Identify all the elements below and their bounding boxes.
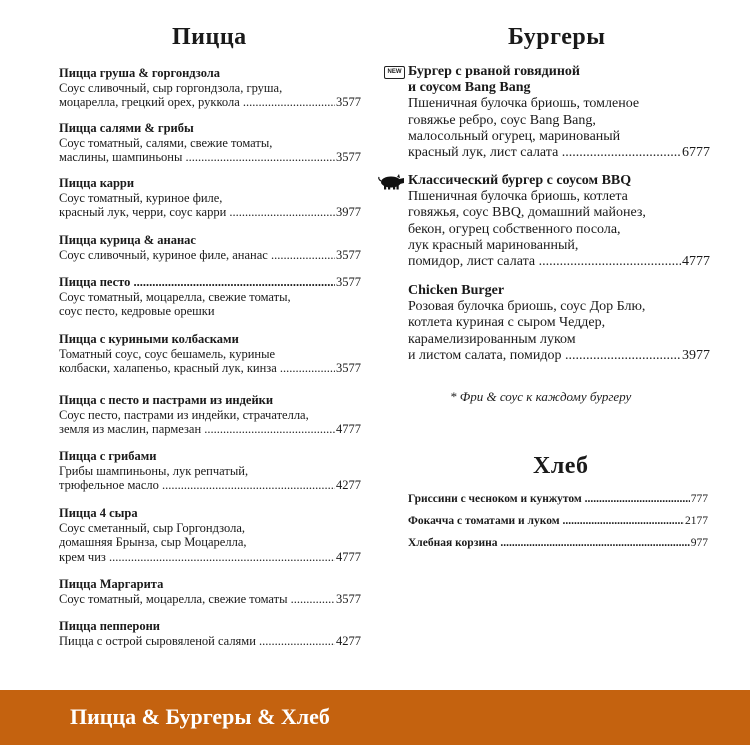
pizza-name: Пицца груша & горгондзола bbox=[59, 66, 221, 80]
burger-item bbox=[408, 64, 710, 161]
pizza-name: Пицца песто ..... bbox=[59, 275, 361, 290]
pizza-name: Пицца Маргарита bbox=[59, 577, 164, 591]
burger-description: Пшеничная булочка бриошь, котлета bbox=[408, 189, 628, 205]
pizza-last-line: Соус сливочный, куриное филе, ананас ..... bbox=[59, 248, 361, 263]
pizza-item bbox=[59, 506, 361, 564]
pizza-last-line: моцарелла, грецкий орех, руккола ..... bbox=[59, 95, 361, 110]
pizza-name: Пицца с грибами bbox=[59, 449, 157, 463]
burger-description: карамелизированным луком bbox=[408, 331, 576, 347]
pizza-item bbox=[59, 233, 361, 262]
new-badge-icon: NEW bbox=[384, 66, 405, 79]
burger-price-line bbox=[408, 254, 710, 270]
burger-name: Классический бургер с соусом BBQ bbox=[408, 173, 632, 188]
burger-item bbox=[408, 173, 710, 270]
pizza-description: соус песто, кедровые орешки bbox=[59, 304, 215, 318]
burger-name: Chicken Burger bbox=[408, 283, 505, 298]
pizza-name: Пицца с куриными колбасками bbox=[59, 332, 239, 346]
pizza-last-line: красный лук, черри, соус карри ..... bbox=[59, 205, 361, 220]
pizza-price: 4777 bbox=[336, 549, 361, 564]
bread-item bbox=[408, 493, 708, 506]
pizza-price-line bbox=[59, 248, 361, 263]
pizza-last-line: колбаски, халапеньо, красный лук, кинза ..... bbox=[59, 361, 361, 376]
pizza-last-line: Соус томатный, моцарелла, свежие томаты ..... bbox=[59, 592, 361, 607]
pizza-price-line bbox=[59, 592, 361, 607]
burger-description: говяжье ребро, соус Bang Bang, bbox=[408, 112, 596, 128]
burger-name: и соусом Bang Bang bbox=[408, 80, 531, 96]
pizza-price-line bbox=[59, 150, 361, 165]
bread-price: 2177 bbox=[685, 515, 708, 527]
pizza-price: 3577 bbox=[336, 247, 361, 262]
pizza-name: Пицца пепперони bbox=[59, 619, 161, 633]
pizza-name: Пицца курица & ананас bbox=[59, 233, 196, 247]
pizza-price-line bbox=[59, 550, 361, 565]
burger-price: 4777 bbox=[682, 254, 710, 270]
pizza-description: Томатный соус, соус бешамель, куриные bbox=[59, 346, 276, 361]
pizza-last-line: земля из маслин, пармезан ..... bbox=[59, 422, 361, 437]
burger-name: Бургер с рваной говядиной bbox=[408, 64, 580, 79]
pizza-item bbox=[59, 449, 361, 493]
pizza-name: Пицца с песто и пастрами из индейки bbox=[59, 393, 274, 407]
pig-icon bbox=[377, 174, 405, 190]
pizza-item bbox=[59, 275, 361, 319]
pizza-description: Грибы шампиньоны, лук репчатый, bbox=[59, 463, 249, 478]
pizza-price: 3577 bbox=[336, 95, 361, 109]
bread-section-title: Хлеб bbox=[533, 453, 589, 479]
pizza-price-line bbox=[59, 478, 361, 493]
pizza-description: Соус томатный, салями, свежие томаты, bbox=[59, 135, 273, 150]
pizza-name: Пицца карри bbox=[59, 176, 135, 190]
pizza-item bbox=[59, 577, 361, 606]
pizza-description: Соус сливочный, сыр горгондзола, груша, bbox=[59, 80, 283, 95]
burger-note: * Фри & соус к каждому бургеру bbox=[450, 389, 632, 404]
pizza-price: 4777 bbox=[336, 422, 361, 436]
burger-last-line: помидор, лист салата ..... bbox=[408, 254, 710, 270]
pizza-item bbox=[59, 393, 361, 437]
pizza-item bbox=[59, 66, 361, 110]
burger-description: говяжья, соус BBQ, домашний майонез, bbox=[408, 205, 646, 221]
bread-item bbox=[408, 537, 708, 550]
burger-description: бекон, огурец собственного посола, bbox=[408, 221, 621, 237]
pizza-price-line bbox=[59, 205, 361, 220]
pizza-last-line: крем чиз ..... bbox=[59, 550, 361, 565]
pizza-price-line bbox=[59, 95, 361, 110]
pizza-price: 3977 bbox=[336, 205, 361, 219]
pizza-description: Соус томатный, моцарелла, свежие томаты, bbox=[59, 289, 291, 304]
bread-name: Хлебная корзина ..... bbox=[408, 537, 708, 550]
burger-price: 3977 bbox=[682, 347, 710, 363]
pizza-price-line bbox=[59, 422, 361, 437]
burger-last-line: красный лук, лист салата ..... bbox=[408, 145, 710, 161]
burger-description: малосольный огурец, маринованый bbox=[408, 128, 621, 144]
pizza-last-line: трюфельное масло ..... bbox=[59, 478, 361, 493]
pizza-price: 3577 bbox=[336, 275, 361, 289]
pizza-description: домашняя Брынза, сыр Моцарелла, bbox=[59, 535, 247, 549]
burger-price: 6777 bbox=[682, 145, 710, 161]
pizza-last-line: маслины, шампиньоны ..... bbox=[59, 150, 361, 165]
pizza-item bbox=[59, 176, 361, 220]
pizza-last-line: Пицца с острой сыровяленой салями ..... bbox=[59, 634, 361, 649]
pizza-price: 3577 bbox=[336, 150, 361, 164]
burger-description: лук красный маринованный, bbox=[408, 237, 579, 253]
burgers-section-title: Бургеры bbox=[508, 24, 606, 50]
bread-price: 777 bbox=[690, 493, 708, 505]
pizza-section-title: Пицца bbox=[172, 24, 247, 50]
pizza-price: 3577 bbox=[336, 591, 361, 606]
footer-bar bbox=[0, 690, 750, 745]
pizza-price-line bbox=[59, 361, 361, 376]
pizza-price-line bbox=[59, 634, 361, 649]
footer-title: Пицца & Бургеры & Хлеб bbox=[70, 704, 330, 729]
burger-price-line bbox=[408, 348, 710, 364]
pizza-item bbox=[59, 121, 361, 165]
burger-description: Розовая булочка бриошь, соус Дор Блю, bbox=[408, 299, 646, 315]
pizza-description: Соус песто, пастрами из индейки, страчателла, bbox=[59, 407, 309, 422]
burger-description: Пшеничная булочка бриошь, томленое bbox=[408, 96, 640, 112]
pizza-description: Соус сметанный, сыр Горгондзола, bbox=[59, 520, 245, 535]
bread-price: 977 bbox=[690, 537, 708, 549]
pizza-price: 4277 bbox=[336, 633, 361, 648]
pizza-name: Пицца 4 сыра bbox=[59, 506, 138, 520]
burger-description: котлета куриная с сыром Чеддер, bbox=[408, 315, 606, 331]
pizza-price: 3577 bbox=[336, 361, 361, 375]
bread-name: Фокачча с томатами и луком ..... bbox=[408, 515, 708, 528]
pizza-description: Соус томатный, куриное филе, bbox=[59, 190, 223, 205]
burger-item bbox=[408, 283, 710, 364]
pizza-name: Пицца салями & грибы bbox=[59, 121, 194, 135]
pizza-price: 4277 bbox=[336, 478, 361, 492]
burger-last-line: и листом салата, помидор ..... bbox=[408, 348, 710, 364]
bread-name: Гриссини с чесноком и кунжутом ..... bbox=[408, 493, 708, 506]
pizza-name-price-line bbox=[59, 275, 361, 290]
bread-item bbox=[408, 515, 708, 528]
pizza-item bbox=[59, 332, 361, 376]
pizza-item bbox=[59, 619, 361, 648]
burger-price-line bbox=[408, 145, 710, 161]
